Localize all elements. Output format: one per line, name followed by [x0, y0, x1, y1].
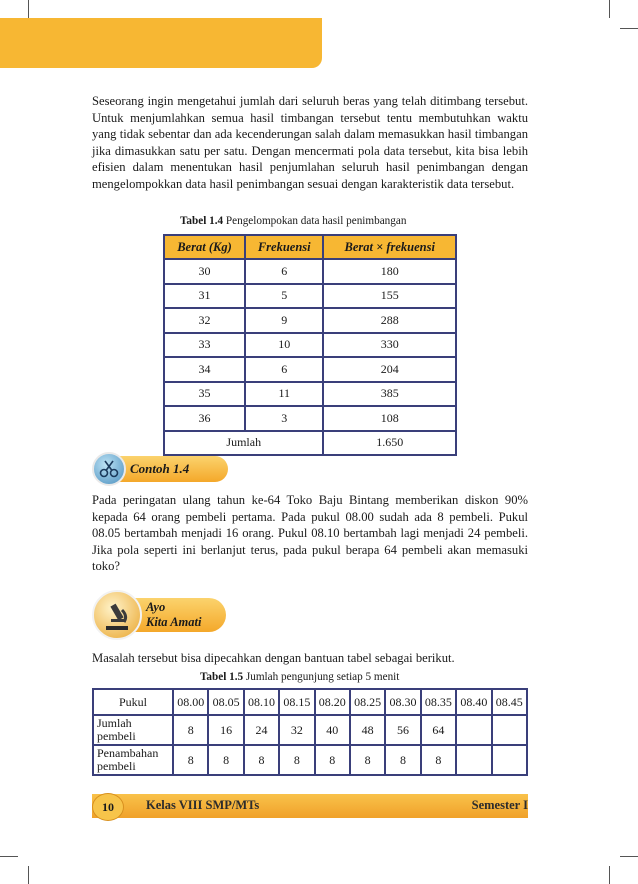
table-row — [164, 284, 456, 309]
time-header: 08.35 — [421, 689, 456, 715]
crop-mark — [28, 866, 29, 884]
table-cell: 6 — [245, 259, 324, 284]
ayo-badge-text — [146, 600, 201, 630]
table-cell: 24 — [244, 715, 279, 745]
table-cell: 10 — [245, 333, 324, 358]
contoh-badge-label: Contoh 1.4 — [130, 461, 190, 476]
table-cell: 8 — [244, 745, 279, 775]
crop-mark — [620, 28, 638, 29]
table-cell: 204 — [323, 357, 456, 382]
scissors-icon — [92, 452, 126, 486]
table-cell: 180 — [323, 259, 456, 284]
total-value: 1.650 — [323, 431, 456, 456]
table-cell: 35 — [164, 382, 245, 407]
table-cell: 8 — [421, 745, 456, 775]
table-1-4-caption — [180, 215, 406, 227]
table-cell: 40 — [315, 715, 350, 745]
table-1-5 — [92, 688, 528, 776]
crop-mark — [0, 856, 18, 857]
table-1-5-caption — [200, 671, 399, 683]
page-number: 10 — [92, 793, 124, 821]
time-header: 08.05 — [208, 689, 243, 715]
table-cell: 8 — [208, 745, 243, 775]
table-cell: 108 — [323, 406, 456, 431]
table-cell: 8 — [315, 745, 350, 775]
table-1-4 — [163, 234, 457, 456]
table-cell: 288 — [323, 308, 456, 333]
table-cell: 48 — [350, 715, 385, 745]
table-1-5-row-label: Penambahan pembeli — [93, 745, 173, 775]
time-header: 08.25 — [350, 689, 385, 715]
table-cell — [492, 715, 527, 745]
table-cell: 155 — [323, 284, 456, 309]
table-row — [164, 382, 456, 407]
microscope-icon — [92, 590, 142, 640]
header-band — [0, 18, 322, 68]
table-cell — [492, 745, 527, 775]
table-row — [164, 259, 456, 284]
solution-text: Masalah tersebut bisa dipecahkan dengan bantuan tabel sebagai berikut. — [92, 651, 455, 665]
table-cell: 8 — [173, 745, 208, 775]
table-cell: 3 — [245, 406, 324, 431]
table-1-4-caption-text: Pengelompokan data hasil penimbangan — [225, 215, 407, 227]
table-cell: 33 — [164, 333, 245, 358]
table-cell: 56 — [385, 715, 420, 745]
table-cell: 330 — [323, 333, 456, 358]
ayo-badge-line2: Kita Amati — [146, 615, 202, 629]
table-cell: 64 — [421, 715, 456, 745]
crop-mark — [28, 0, 29, 18]
crop-mark — [609, 866, 610, 884]
table-cell: 8 — [279, 745, 314, 775]
table-1-4-header: Berat × frekuensi — [323, 235, 456, 259]
table-row — [164, 357, 456, 382]
table-1-4-header: Frekuensi — [245, 235, 324, 259]
table-1-5-caption-label: Tabel 1.5 — [200, 671, 244, 683]
footer-left: Kelas VIII SMP/MTs — [146, 798, 260, 812]
time-header: 08.00 — [173, 689, 208, 715]
time-header: 08.15 — [279, 689, 314, 715]
table-cell: 385 — [323, 382, 456, 407]
table-cell: 31 — [164, 284, 245, 309]
table-cell: 8 — [350, 745, 385, 775]
time-header: 08.10 — [244, 689, 279, 715]
table-row — [164, 406, 456, 431]
table-cell: 32 — [279, 715, 314, 745]
table-cell: 36 — [164, 406, 245, 431]
contoh-paragraph: Pada peringatan ulang tahun ke-64 Toko Baju Bintang memberikan diskon 90% kepada 64 orang pembeli pertama. Pada pukul 08.00 sudah ada 8 pembeli. Pukul 08.05 bertambah menjadi 16 orang. Pukul 08.10 bertambah lagi menjadi 24 pembeli. Jika pola seperti ini berlanjut terus, pada pukul berapa 64 pembeli akan memasuki toko? — [92, 493, 528, 574]
table-1-5-caption-text: Jumlah pengunjung setiap 5 menit — [245, 671, 400, 683]
table-cell: 11 — [245, 382, 324, 407]
table-row — [164, 333, 456, 358]
footer-right: Semester I — [471, 798, 528, 812]
time-header: 08.45 — [492, 689, 527, 715]
table-1-5-row-label: Jumlah pembeli — [93, 715, 173, 745]
table-cell: 8 — [385, 745, 420, 775]
table-1-4-caption-label: Tabel 1.4 — [180, 215, 224, 227]
table-cell: 8 — [173, 715, 208, 745]
table-total-row — [164, 431, 456, 456]
total-label: Jumlah — [164, 431, 323, 456]
ayo-badge-line1: Ayo — [146, 600, 166, 614]
table-cell: 34 — [164, 357, 245, 382]
crop-mark — [609, 0, 610, 18]
table-row — [164, 308, 456, 333]
table-1-4-header: Berat (Kg) — [164, 235, 245, 259]
time-header: 08.20 — [315, 689, 350, 715]
table-cell: 9 — [245, 308, 324, 333]
table-cell: 32 — [164, 308, 245, 333]
table-cell: 5 — [245, 284, 324, 309]
table-1-5-header-label: Pukul — [93, 689, 173, 715]
table-cell — [456, 745, 491, 775]
intro-paragraph: Seseorang ingin mengetahui jumlah dari seluruh beras yang telah ditimbang tersebut. Untuk menjumlahkan semua hasil timbangan tersebut tentu membutuhkan waktu yang tidak sebentar dan ada kecenderungan salah dalam memasukkan hasil timbangan jika dimasukkan satu per satu. Dengan mencermati pola data tersebut, kita bisa lebih efisien dalam menentukan hasil penjumlahan seluruh hasil penimbangan dengan mengelompokkan data hasil penimbangan sesuai dengan karakteristik data tersebut. — [92, 94, 528, 191]
table-cell: 6 — [245, 357, 324, 382]
time-header: 08.40 — [456, 689, 491, 715]
table-cell — [456, 715, 491, 745]
table-cell: 16 — [208, 715, 243, 745]
table-cell: 30 — [164, 259, 245, 284]
crop-mark — [620, 856, 638, 857]
time-header: 08.30 — [385, 689, 420, 715]
